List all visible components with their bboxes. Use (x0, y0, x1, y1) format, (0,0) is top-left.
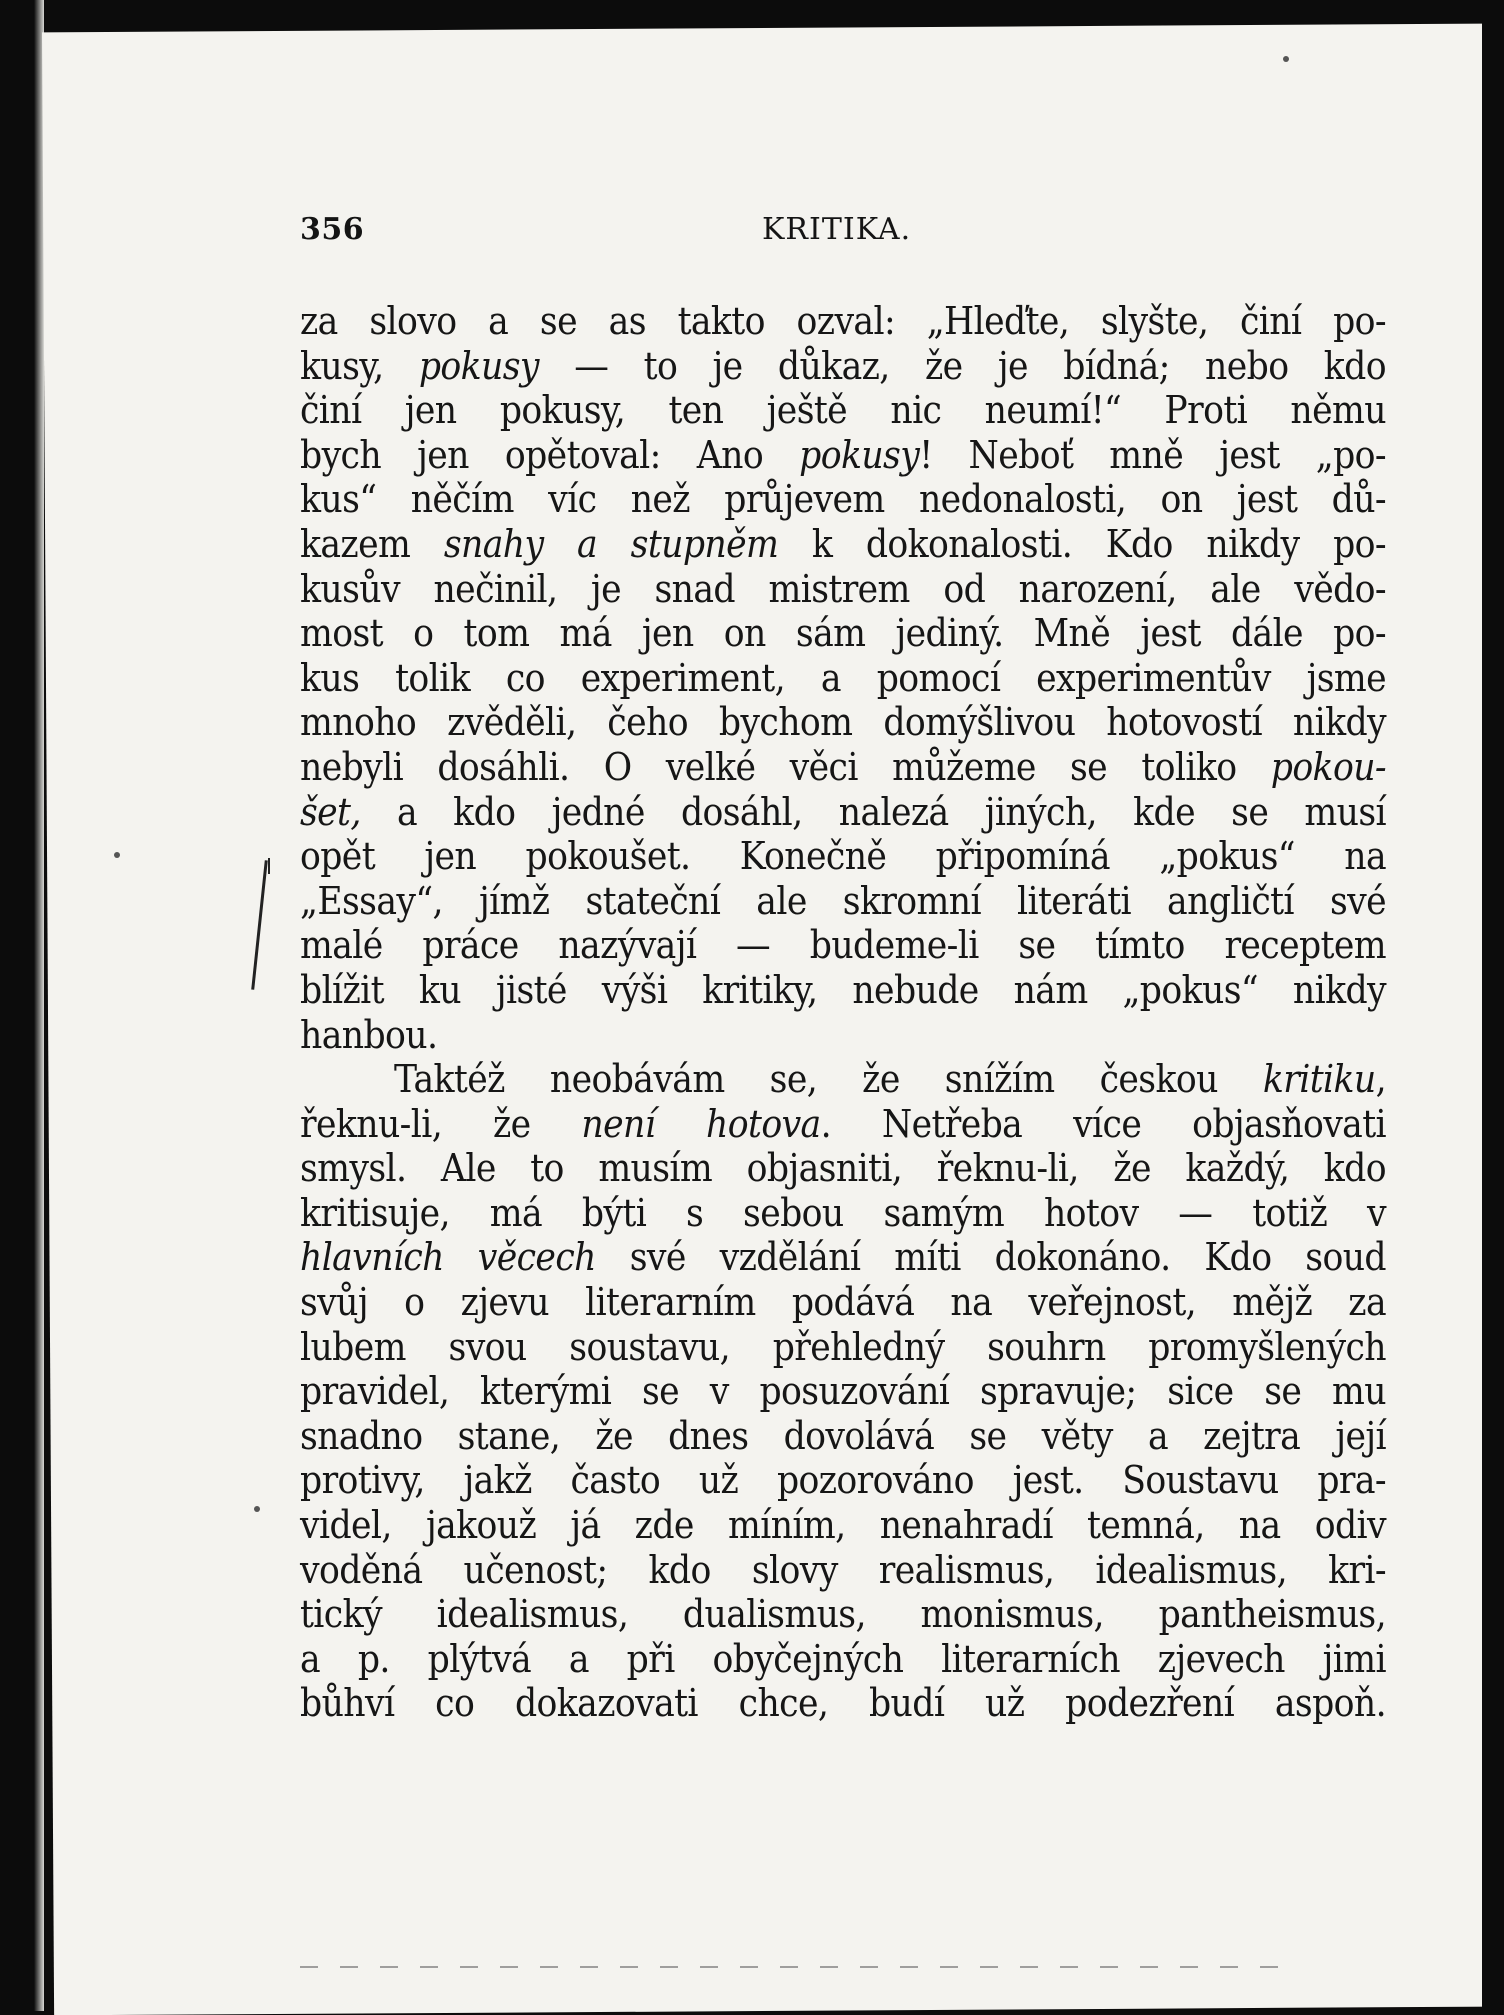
text-line: videl, jakouž já zde míním, nenahradí temná, na odiv (300, 1503, 1386, 1549)
dust-speck (114, 852, 120, 858)
dust-speck (254, 1506, 260, 1512)
text-line: most o tom má jen on sám jediný. Mně jest dále po- (300, 611, 1386, 657)
text-line: smysl. Ale to musím objasniti, řeknu-li, že každý, kdo (300, 1146, 1386, 1192)
text-line: bůhví co dokazovati chce, budí už podezření aspoň. (300, 1681, 1386, 1727)
text-line: malé práce nazývají — budeme-li se tímto receptem (300, 923, 1386, 969)
emphasis: kritiku (1262, 1057, 1376, 1103)
text-line: nebyli dosáhli. O velké věci můžeme se toliko pokou- (300, 744, 1386, 790)
bottom-edge-marks (300, 1966, 1300, 1968)
text-line: hlavních věcech své vzdělání míti dokonáno. Kdo soud (300, 1235, 1386, 1281)
text-line: kusy, pokusy — to je důkaz, že je bídná; nebo kdo (300, 343, 1386, 389)
text-line: opět jen pokoušet. Konečně připomíná „pokus“ na (300, 834, 1386, 880)
emphasis: pokou- (1270, 744, 1386, 790)
running-title: KRITIKA. (762, 212, 912, 247)
page-number: 356 (300, 212, 365, 247)
emphasis: pokusy (418, 343, 539, 389)
text-line: snadno stane, že dnes dovolává se věty a zejtra její (300, 1413, 1386, 1459)
text-line: pravidel, kterými se v posuzování spravuje; sice se mu (300, 1369, 1386, 1415)
body-text (300, 300, 1386, 1727)
running-header (300, 212, 1380, 252)
text-line: a p. plýtvá a při obyčejných literarních zjevech jimi (300, 1636, 1386, 1682)
text-line: činí jen pokusy, ten ještě nic neumí!“ Proti němu (300, 388, 1386, 434)
text-line: kazem snahy a stupněm k dokonalosti. Kdo nikdy po- (300, 521, 1387, 567)
text-line: kritisuje, má býti s sebou samým hotov — totiž v (300, 1190, 1386, 1236)
scan-right-edge (1482, 0, 1504, 2011)
scan-left-edge (0, 0, 44, 2011)
dust-speck (1283, 56, 1289, 62)
text-line: „Essay“, jímž stateční ale skromní literáti angličtí své (300, 878, 1386, 924)
emphasis: snahy a stupněm (443, 521, 779, 567)
text-line: kusův nečinil, je snad mistrem od narození, ale vědo- (300, 566, 1386, 612)
emphasis: pokusy (799, 432, 920, 478)
text-line: hanbou. (300, 1012, 438, 1058)
emphasis: šet, (300, 789, 361, 835)
text-line: protivy, jakž často už pozorováno jest. Soustavu pra- (300, 1458, 1386, 1504)
text-line: blížit ku jisté výši kritiky, nebude nám „pokus“ nikdy (300, 967, 1386, 1013)
text-line: Taktéž neobávám se, že snížím českou kritiku, (394, 1057, 1386, 1103)
text-line: svůj o zjevu literarním podává na veřejnost, mějž za (300, 1280, 1386, 1326)
text-line: voděná učenost; kdo slovy realismus, idealismus, kri- (300, 1547, 1386, 1593)
text-line: bych jen opětoval: Ano pokusy! Neboť mně jest „po- (300, 432, 1386, 478)
text-line: mnoho zvěděli, čeho bychom domýšlivou hotovostí nikdy (300, 700, 1386, 746)
text-line: lubem svou soustavu, přehledný souhrn promyšlených (300, 1324, 1386, 1370)
text-line: tický idealismus, dualismus, monismus, pantheismus, (300, 1592, 1386, 1638)
text-line: řeknu-li, že není hotova. Netřeba více objasňovati (300, 1101, 1387, 1147)
emphasis: hlavních věcech (300, 1235, 596, 1281)
margin-mark-tick (268, 858, 270, 874)
text-line: kus tolik co experiment, a pomocí experimentův jsme (300, 655, 1386, 701)
text-line: šet, a kdo jedné dosáhl, nalezá jiných, kde se musí (300, 789, 1386, 835)
text-line: kus“ něčím víc než průjevem nedonalosti, on jest dů- (300, 477, 1386, 523)
emphasis: není hotova (581, 1101, 821, 1147)
text-line: za slovo a se as takto ozval: „Hleďte, slyšte, činí po- (300, 299, 1386, 344)
